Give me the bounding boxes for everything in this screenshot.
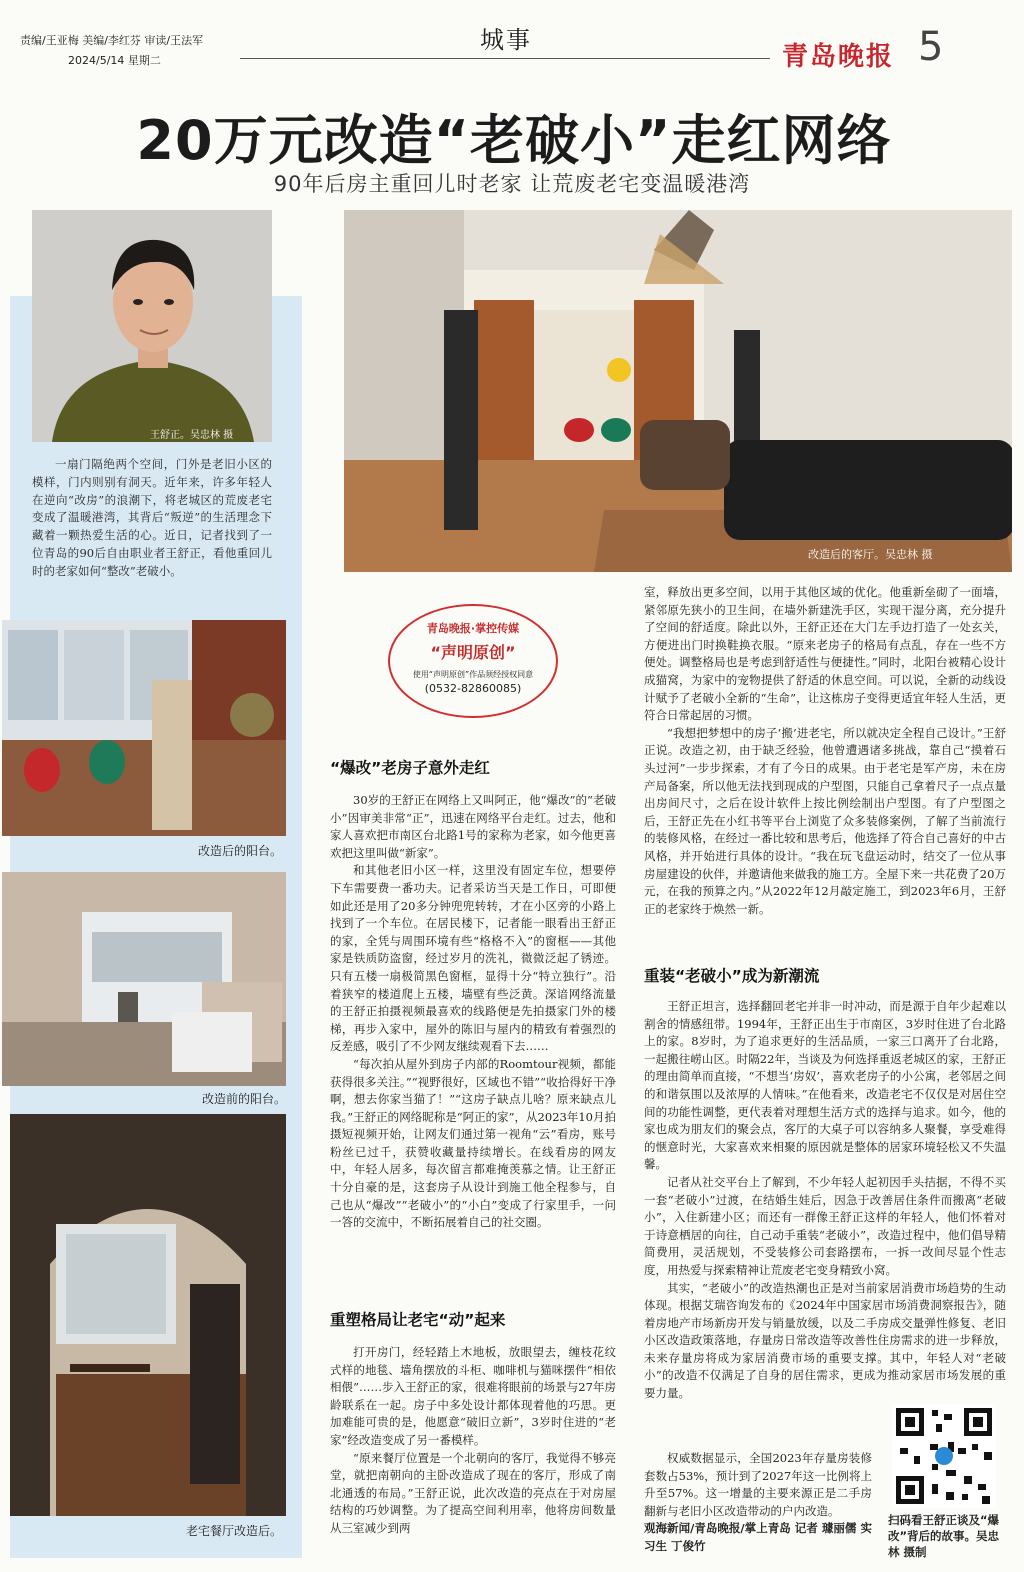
heading-1: “爆改”老房子意外走红: [330, 759, 490, 777]
caption-balcony-after: 改造后的阳台。: [197, 844, 282, 858]
portrait-photo: [32, 210, 272, 442]
paragraph: “我想把梦想中的房子‘搬’进老宅，所以就决定全程自己设计。”王舒正说。改造之初，由于缺乏经验，他曾遭遇诸多挑战，靠自己“摸着石头过河”一步步探索，才有了今日的成果。由于老宅是军产房，未在房产局备案，所以他无法找到现成的户型图，只能自己拿着尺子一点点量出房间尺寸，之后在设计软件上按比例绘制出户型图。有了户型图之后，王舒正先在小红书等平台上浏览了众多装修案例，了解了当前流行的装修风格，在经过一番比较和思考后，他选择了符合自己喜好的中古风格，并开始进行具体的设计。“我在玩飞盘运动时，结交了一位从事房屋建设的伙伴，并邀请他来做我的施工方。全屋下来一共花费了20万元，在我的预算之内。”从2022年12月敲定施工，到2023年6月，王舒正的老家终于焕然一新。: [644, 725, 1006, 916]
editor-credits: 责编/王亚梅 美编/李红芬 审读/王法军: [20, 34, 204, 47]
intro-paragraph: [32, 456, 272, 581]
paragraph: “原来餐厅位置是一个北朝向的客厅，我觉得不够亮堂，就把南朝向的主卧改造成了现在的客厅，形成了南北通透的布局。”王舒正说，此次改造的亮点在于对房屋结构的巧妙调整。为了提高空间利用率，他将房间数量从三室减少到两: [330, 1450, 616, 1535]
intro-text: 一扇门隔绝两个空间，门外是老旧小区的模样，门内则别有洞天。近年来，许多年轻人在逆向“改房”的浪潮下，将老城区的荒废老宅变成了温暖港湾，其背后“叛逆”的生活理念下藏着一颗热爱生活的心。近日，记者找到了一位青岛的90后自由职业者王舒正，看他重回儿时的老家如何“整改”老破小。: [32, 457, 272, 578]
original-statement-stamp: [388, 604, 558, 718]
caption-dining: 老宅餐厅改造后。: [185, 1524, 282, 1538]
heading-3: 重装“老破小”成为新潮流: [644, 967, 820, 985]
article-col-right-3: [644, 1450, 872, 1520]
paragraph: 30岁的王舒正在网络上又叫阿正，他“爆改”的“老破小”因审美非常“正”，迅速在网络平台走红。过去，他和家人喜欢把市南区台北路1号的家称为老家，如今他更喜欢把这里叫做“新家”。: [330, 793, 616, 860]
balcony-before-photo: [2, 872, 286, 1086]
paragraph: 记者从社交平台上了解到，不少年轻人起初因手头拮据，不得不买一套“老破小”过渡，在结婚生娃后，因急于改善居住条件而搬离“老破小”，入住新建小区；而还有一群像王舒正这样的年轻人，他们怀着对于诗意栖居的向往，自己动手重装“老破小”，改造过程中，他们倡导精简费用，灵活规划，不受装修公司套路摆布，一拆一改间尽显个性志度，用热爱与探索精神让荒废老宅变身精致小窝。: [644, 1174, 1006, 1277]
paragraph: 其实，“老破小”的改造热潮也正是对当前家居消费市场趋势的生动体现。根据艾瑞咨询发布的《2024年中国家居市场消费洞察报告》，随着房地产市场新房开发与销量放缓，以及二手房成交量弹性修复、老旧小区改造政策落地，存量房日常改造等改善性住房需求的进一步释放，未来存量房将成为家居消费市场的重要支撑。其中，年轻人对“老破小”的改造不仅满足了自身的居住需求，更成为推动家居市场发展的重要力量。: [644, 1280, 1006, 1401]
living-room-photo: [344, 210, 1012, 572]
stamp-line1: 青岛晚报·掌控传媒: [426, 622, 520, 635]
paragraph: 权威数据显示，全国2023年存量房装修套数占53%，预计到了2027年这一比例将上升至57%。这一增量的主要来源正是二手房翻新与老旧小区改造带动的户内改造。: [644, 1451, 872, 1518]
section-name: 城事: [480, 26, 532, 54]
article-col-middle-2: [330, 1344, 616, 1538]
stamp-line3: 使用“声明原创”作品须经授权同意: [412, 670, 534, 679]
header-rule: [240, 58, 770, 59]
page-number: 5: [918, 24, 944, 70]
subheadline: 90年后房主重回儿时老家 让荒废老宅变温暖港湾: [273, 172, 751, 196]
paragraph: 室，释放出更多空间，以用于其他区域的优化。他重新垒砌了一面墙，紧邻原先狭小的卫生间，在墙外新建洗手区，实现干湿分离，充分提升了空间的舒适度。除此以外，王舒正还在大门左手边打造了一处玄关，方便进出门时换鞋换衣服。“原来老房子的格局有点乱，存在一些不方便处。调整格局也是考虑到舒适性与便捷性。”同时，北阳台被精心设计成猫窝，为家中的宠物提供了舒适的休息空间。可以说，全新的动线设计赋予了老破小全新的“生命”，让这栋房子变得更适宜年轻人生活，更符合日常起居的习惯。: [644, 585, 1006, 723]
issue-date: 2024/5/14 星期二: [68, 54, 161, 67]
qr-code-icon[interactable]: [892, 1404, 996, 1508]
dining-photo: [10, 1114, 286, 1516]
portrait-credit: 王舒正。吴忠林 摄: [150, 430, 234, 441]
heading-2: 重塑格局让老宅“动”起来: [330, 1311, 506, 1329]
main-photo-credit: 改造后的客厅。吴忠林 摄: [808, 548, 933, 561]
balcony-after-photo: [2, 620, 286, 836]
headline: 20万元改造“老破小”走红网络: [136, 109, 892, 172]
stamp-phone: (0532-82860085): [424, 682, 522, 695]
article-col-right: [644, 584, 1006, 918]
qr-caption: 扫码看王舒正谈及“爆改”背后的故事。吴忠林 摄制: [888, 1513, 1000, 1559]
article-col-right-2: [644, 998, 1006, 1403]
paragraph: 和其他老旧小区一样，这里没有固定车位，想要停下车需要费一番功夫。记者采访当天是工作日，可即便如此还是用了20多分钟兜兜转转，才在小区旁的小路上找到了一个车位。在居民楼下，记者能一眼看出王舒正的家，全凭与周围环境有些“格格不入”的窗框——其他家是铁质防盗窗，经过岁月的洗礼，微微泛起了锈迹。只有五楼一扇极简黑色窗框，显得十分“特立独行”。沿着狭窄的楼道爬上五楼，墙壁有些泛黄。深谙网络流量的王舒正拍摄视频最喜欢的线路便是先拍摄家门外的楼梯，再步入家中，屋外的陈旧与屋内的精致有着强烈的反差感，吸引了不少网友继续观看下去……: [330, 863, 616, 1054]
paragraph: “每次拍从屋外到房子内部的Roomtour视频，都能获得很多关注。”“视野很好，区域也不错”“收拾得好干净啊，想去你家当猫了！”“这房子缺点儿啥？原来缺点儿我。”王舒正的网络昵称是“阿正的家”，从2023年10月拍摄短视频开始，让网友们通过第一视角“云”看房，账号粉丝已过千，获赞收藏量持续增长。在线看房的网友中，年轻人居多，每次留言都难掩羡慕之情。让王舒正十分自豪的是，这套房子从设计到施工他全程参与，自己也从“爆改”“老破小”的“小白”变成了行家里手，一问一答的交流中，不断拓展着自己的社交圈。: [330, 1056, 616, 1230]
byline: 观海新闻/青岛晚报/掌上青岛 记者 璩丽儒 实习生 丁俊竹: [644, 1521, 872, 1553]
article-col-middle: [330, 792, 616, 1232]
paragraph: 打开房门，经轻踏上木地板，放眼望去，缠枝花纹式样的地毯、墙角摆放的斗柜、咖啡机与猫咪摆件“相依相偎”……步入王舒正的家，很难将眼前的场景与27年房龄联系在一起。房子中多处设计都体现着他的巧思。更加难能可贵的是，他愿意“破旧立新”，3岁时住进的“老家”经改造变成了另一番模样。: [330, 1345, 616, 1447]
newspaper-logo: 青岛晚报: [782, 42, 895, 72]
stamp-line2: “声明原创”: [430, 643, 516, 662]
caption-balcony-before: 改造前的阳台。: [201, 1092, 286, 1106]
paragraph: 王舒正坦言，选择翻回老宅并非一时冲动，而是源于自年少起难以割舍的情感纽带。1994年，王舒正出生于市南区，3岁时住进了台北路上的家。8岁时，为了追求更好的生活品质，一家三口离开了台北路，一起搬往崂山区。时隔22年，当谈及为何选择重返老城区的家，王舒正的理由简单而直接，“不想当‘房奴’，喜欢老房子的小公寓，老邻居之间的和谐氛围以及浓厚的人情味。”在他看来，改造老宅不仅仅是对居住空间的功能性调整，更代表着对理想生活方式的选择与追求。如今，他的家也成为朋友们的聚会点，客厅的大桌子可以容纳多人聚餐，享受难得的惬意时光，大家喜欢来相聚的原因就是整体的居家环境轻松又不失温馨。: [644, 999, 1006, 1172]
